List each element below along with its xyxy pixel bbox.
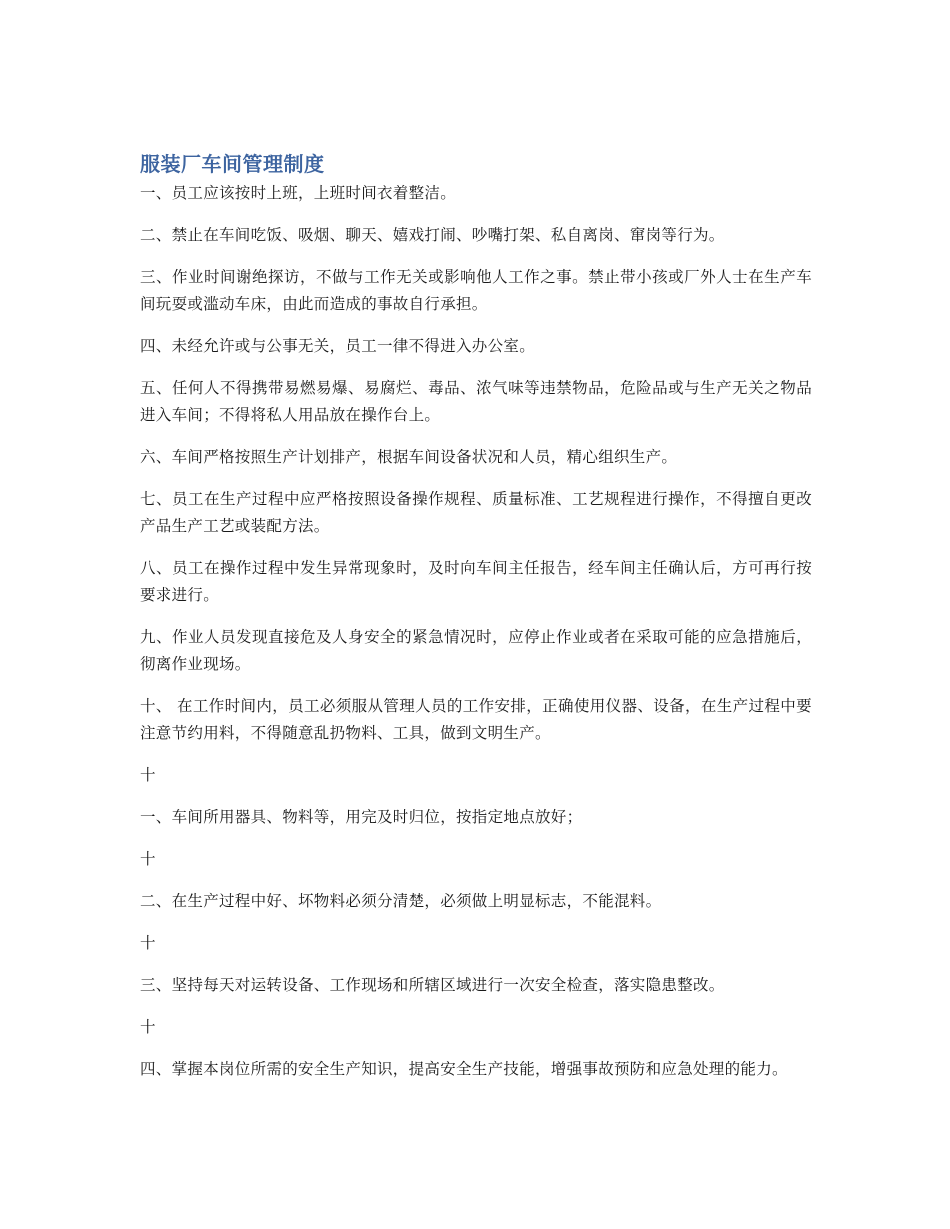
- paragraph-14-prefix: 十: [140, 1018, 156, 1036]
- paragraph-4: 四、未经允许或与公事无关，员工一律不得进入办公室。: [140, 337, 536, 355]
- paragraph-12-prefix: 十: [140, 850, 156, 868]
- paragraph-3: 三、作业时间谢绝探访，不做与工作无关或影响他人工作之事。禁止带小孩或厂外人士在生产车间玩耍或滥动车床，由此而造成的事故自行承担。: [140, 268, 812, 313]
- paragraph-13: 三、坚持每天对运转设备、工作现场和所辖区域进行一次安全检查，落实隐患整改。: [140, 976, 725, 994]
- paragraph-11-prefix: 十: [140, 766, 156, 784]
- paragraph-7: 七、员工在生产过程中应严格按照设备操作规程、质量标准、工艺规程进行操作，不得擅自更改产品生产工艺或装配方法。: [140, 490, 812, 535]
- paragraph-9: 九、作业人员发现直接危及人身安全的紧急情况时，应停止作业或者在采取可能的应急措施后，彻离作业现场。: [140, 628, 812, 673]
- paragraph-10: 十、 在工作时间内，员工必须服从管理人员的工作安排，正确使用仪器、设备，在生产过程中要注意节约用料，不得随意乱扔物料、工具，做到文明生产。: [140, 697, 812, 742]
- paragraph-1: 一、员工应该按时上班，上班时间衣着整洁。: [140, 184, 457, 202]
- paragraph-11: 一、车间所用器具、物料等，用完及时归位，按指定地点放好；: [140, 808, 583, 826]
- paragraph-14: 四、掌握本岗位所需的安全生产知识，提高安全生产技能，增强事故预防和应急处理的能力。: [140, 1060, 788, 1078]
- paragraph-13-prefix: 十: [140, 934, 156, 952]
- document-title: 服装厂车间管理制度: [140, 152, 325, 176]
- document-body: [140, 180, 812, 1083]
- paragraph-2: 二、禁止在车间吃饭、吸烟、聊天、嬉戏打闹、吵嘴打架、私自离岗、窜岗等行为。: [140, 226, 725, 244]
- paragraph-12: 二、在生产过程中好、坏物料必须分清楚，必须做上明显标志，不能混料。: [140, 892, 662, 910]
- paragraph-6: 六、车间严格按照生产计划排产，根据车间设备状况和人员，精心组织生产。: [140, 448, 678, 466]
- paragraph-5: 五、任何人不得携带易燃易爆、易腐烂、毒品、浓气味等违禁物品，危险品或与生产无关之物品进入车间；不得将私人用品放在操作台上。: [140, 379, 812, 424]
- paragraph-8: 八、员工在操作过程中发生异常现象时，及时向车间主任报告，经车间主任确认后，方可再行按要求进行。: [140, 559, 812, 604]
